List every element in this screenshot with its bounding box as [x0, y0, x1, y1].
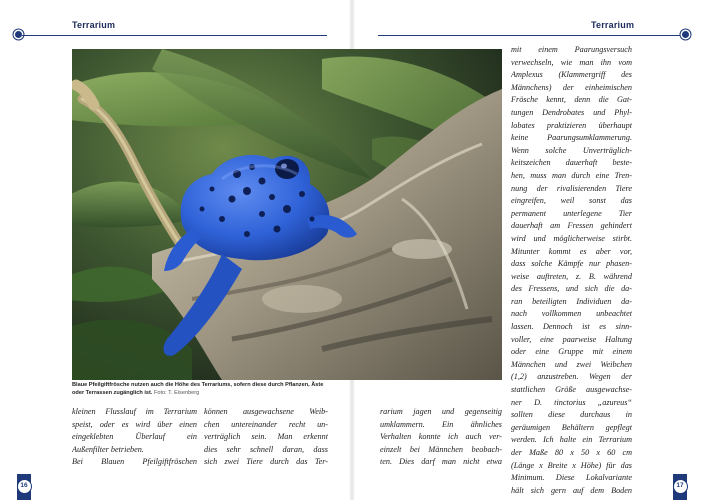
header-rule-right — [378, 35, 682, 36]
text-line: lassen. Dennoch ist es sinn- — [511, 322, 632, 332]
text-line: Minimum. Diese Lokalvariante — [511, 473, 632, 483]
text-line: weise auftreten, z. B. während — [511, 271, 632, 281]
page-number-right: 17 — [673, 479, 688, 494]
text-line: hen, muss man durch eine Tren- — [511, 170, 632, 180]
text-line: wird und möglicherweise stirbt. — [511, 233, 632, 243]
frog-photo — [72, 49, 502, 380]
text-line: sollten diese durchaus in — [511, 410, 632, 420]
text-line: einzelt bei Männchen beobach- — [380, 444, 502, 454]
text-line: speist, oder es wird über einen — [72, 419, 197, 429]
text-line: oder eine Gruppe mit einem — [511, 347, 632, 357]
text-line: können ausgewachsene Weib- — [204, 407, 328, 416]
text-line: Männchens) der einheimischen — [511, 82, 632, 92]
caption-line1: Blaue Pfeilgiftfrösche nutzen auch die Höhe des Terrariums, sofern diese durch Pflanzen, Äste — [72, 382, 324, 388]
text-line: Außenfilter betrieben. — [72, 444, 144, 454]
body-column-1 — [72, 406, 197, 469]
text-line: der Maße 80 x 50 x 60 cm — [511, 448, 632, 457]
text-line: umklammern. Ein ähnliches — [380, 419, 502, 429]
header-rule-left-dot-icon — [15, 31, 22, 38]
text-line: dass solche Kämpfe nur phasen- — [511, 259, 632, 269]
text-line: kleinen Flusslauf im Terrarium — [72, 407, 197, 416]
text-line: lobates praktizieren überhaupt — [511, 120, 632, 130]
body-column-4 — [511, 44, 632, 497]
text-line: des Fressens, und sich die da- — [511, 284, 632, 294]
text-line: (1,2) anzustreben. Wegen der — [511, 372, 632, 382]
photo-caption — [72, 382, 347, 397]
text-line: geräumigen Behältern gepflegt — [511, 422, 632, 432]
body-column-3 — [380, 406, 502, 469]
text-line: Verhalten konnte ich auch ver- — [380, 432, 502, 442]
text-line: mit einem Paarungsversuch — [511, 45, 632, 54]
text-line: verträglich sein. Man erkennt — [204, 432, 328, 442]
text-line: rarium jagen und gegenseitig — [380, 407, 502, 416]
text-line: ten. Dies darf man nicht etwa — [380, 457, 502, 467]
text-line: permanent unterlegene Tier — [511, 208, 632, 218]
text-line: ran beteiligten Individuen da- — [511, 296, 632, 306]
caption-line2: oder Terrassen zugänglich ist. — [72, 389, 153, 396]
text-line: keine Paarungsumklammerung. — [511, 133, 632, 143]
photo-credit: Foto: T. Eisenberg — [153, 389, 200, 396]
running-header-left: Terrarium — [72, 20, 116, 30]
text-line: stattlichen Größe ausgewachse- — [511, 385, 632, 395]
text-line: werden. Ich halte ein Terrarium — [511, 435, 632, 445]
text-line: nach vollkommen unbeachtet — [511, 309, 632, 319]
text-line: tungen Dendrobates und Phyl- — [511, 107, 632, 117]
text-line: eingreifen, weil sonst das — [511, 196, 632, 206]
text-line: dauerhaft am Fressen gehindert — [511, 221, 632, 231]
text-line: nung der rivalisierenden Tiere — [511, 183, 632, 193]
text-line: verwechseln, wie man ihn vom — [511, 57, 632, 67]
text-line: sich zwei Tiere durch das Ter- — [204, 457, 328, 467]
text-line: ner D. tinctorius „azureus“ — [511, 397, 632, 407]
running-header-right: Terrarium — [591, 20, 635, 30]
text-line: dies sehr schnell daran, dass — [204, 444, 328, 454]
text-line: eingeklebten Überlauf ein — [72, 432, 197, 442]
text-line: voller, eine paarweise Haltung — [511, 334, 632, 344]
text-line: chen untereinander recht un- — [204, 419, 328, 429]
text-line: Mitunter kommt es aber vor, — [511, 246, 632, 256]
text-line: hält sich gern auf dem Boden — [511, 485, 632, 495]
text-line: keitszeichen dauerhaft beste- — [511, 158, 632, 168]
header-rule-right-dot-icon — [682, 31, 689, 38]
text-line: Bei Blauen Pfeilgiftfröschen — [72, 457, 197, 467]
text-line: Amplexus (Klammergriff des — [511, 70, 632, 80]
text-line: Wenn solche Unverträglich- — [511, 145, 632, 155]
body-column-2 — [204, 406, 328, 469]
page-number-left: 16 — [17, 479, 32, 494]
header-rule-left — [22, 35, 327, 36]
text-line: Frösche kennt, denn die Gat- — [511, 95, 632, 105]
text-line: Männchen und zwei Weibchen — [511, 359, 632, 369]
text-line: (Länge x Breite x Höhe) für das — [511, 460, 632, 470]
